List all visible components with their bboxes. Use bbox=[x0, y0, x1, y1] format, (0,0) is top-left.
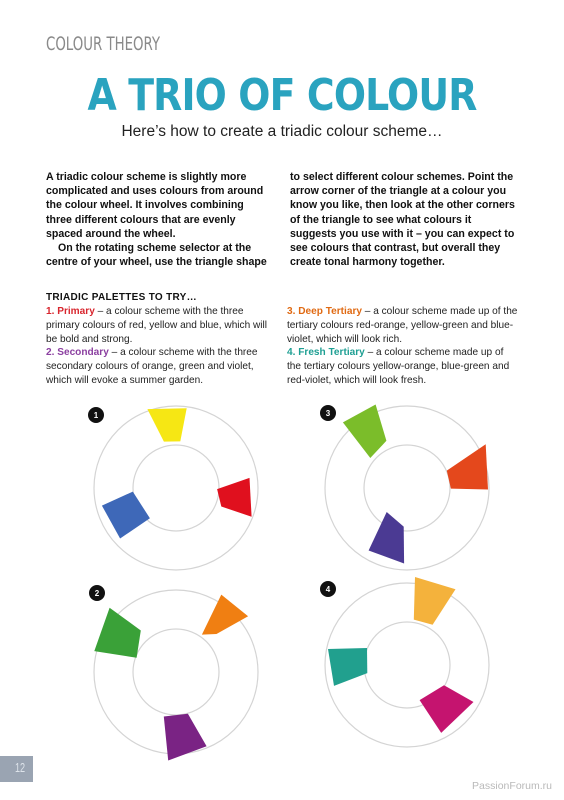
section-label: COLOUR THEORY bbox=[46, 33, 161, 55]
colour-wheel-secondary bbox=[86, 582, 266, 762]
badge-number: 3 bbox=[325, 409, 331, 418]
palette-description: – a colour scheme made up of the tertiary colours red-orange, yellow-green and blue-violet, which will look rich. bbox=[287, 306, 518, 345]
palette-description: – a colour scheme with the three primary colours of red, yellow and blue, which will be bold and strong. bbox=[46, 306, 268, 345]
intro-paragraph: On the rotating scheme selector at the centre of your wheel, use the triangle shape bbox=[46, 242, 267, 269]
palettes-heading: TRIADIC PALETTES TO TRY… bbox=[46, 292, 197, 303]
intro-paragraph: to select different colour schemes. Point the arrow corner of the triangle at a colour you know you like, then look at the other corners of the triangle to see what colours it suggests you use with it – you can expect to see colours that contrast, but overall they create tonal harmony together. bbox=[290, 171, 515, 269]
intro-left-column bbox=[46, 170, 272, 269]
palette-name: 2. Secondary bbox=[46, 347, 109, 358]
palette-description: – a colour scheme with the three secondary colours of orange, green and violet, which will evoke a summer garden. bbox=[46, 347, 258, 386]
palette-secondary bbox=[46, 346, 278, 387]
page-number-tab bbox=[0, 756, 33, 782]
palette-name: 3. Deep Tertiary bbox=[287, 306, 362, 317]
page-title: A TRIO OF COLOUR bbox=[87, 70, 477, 121]
colour-wheel-primary bbox=[86, 398, 266, 578]
page-number: 12 bbox=[15, 760, 26, 775]
intro-right-column bbox=[290, 170, 516, 269]
palette-name: 4. Fresh Tertiary bbox=[287, 347, 365, 358]
badge-number: 1 bbox=[93, 411, 99, 420]
wheel-inner-ring bbox=[364, 445, 450, 531]
palette-fresh-tertiary bbox=[287, 346, 519, 387]
palette-name: 1. Primary bbox=[46, 306, 95, 317]
palette-primary bbox=[46, 305, 278, 346]
watermark: PassionForum.ru bbox=[472, 780, 552, 792]
badge-number: 4 bbox=[325, 585, 331, 594]
badge-number: 2 bbox=[94, 589, 100, 598]
palette-deep-tertiary bbox=[287, 305, 519, 346]
intro-paragraph: A triadic colour scheme is slightly more complicated and uses colours from around the colour wheel. It involves combining three different colours that are evenly spaced around the wheel. bbox=[46, 171, 264, 240]
page-subtitle: Here’s how to create a triadic colour scheme… bbox=[121, 123, 443, 140]
colour-wheel-deep-tertiary bbox=[317, 398, 497, 578]
colour-wheel-fresh-tertiary bbox=[317, 575, 497, 755]
wheel-inner-ring bbox=[133, 629, 219, 715]
palette-description: – a colour scheme made up of the tertiary colours yellow-orange, blue-green and red-violet, which will look fresh. bbox=[287, 347, 510, 386]
